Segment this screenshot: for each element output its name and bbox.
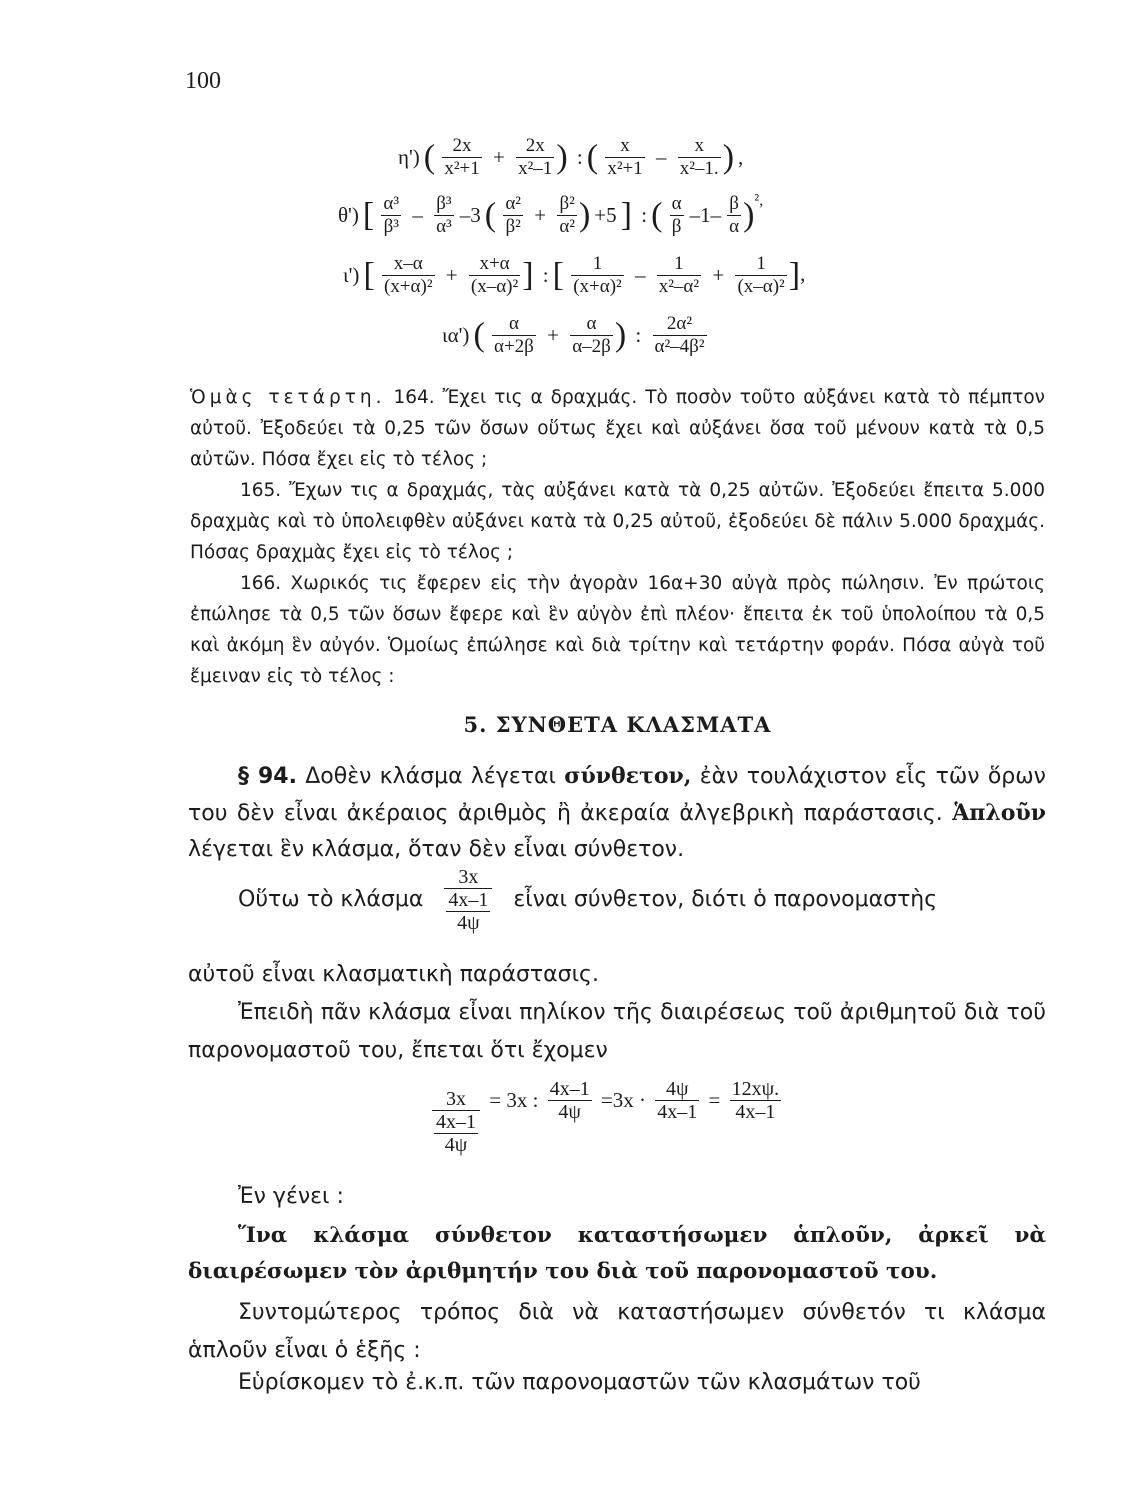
term-synthetic: σύνθετον,	[564, 763, 692, 789]
fraction: $\frac{x}{\text{x²–1.}}$	[679, 135, 719, 179]
exercise-label: η')	[398, 145, 420, 169]
definition-paragraph: § 94. Δοθὲν κλάσμα λέγεται σύνθετον, ἐὰν τουλάχιστον εἷς τῶν ὅρων του δὲν εἶναι ἀκέραιος ἀριθμὸς ἢ ἀκεραία ἀλγεβρικὴ παράστασις. Ἁπλοῦν λέγεται ἓν κλάσμα, ὅταν δὲν εἶναι σύνθετον.	[188, 763, 1046, 862]
exercise-ia: ια') ( $\frac{\alpha}{\alpha+2\beta}$ + $\frac{\alpha}{\alpha-2\beta}$ ) : $\frac{\text{2α²}}{\text{α²–4β²}}$	[442, 313, 705, 357]
example-line: Οὕτω τὸ κλάσμα $\frac{3x}{\frac{4x-1}{4\psi}}$ εἶναι σύνθετον, διότι ὁ παρονομαστὴς	[238, 866, 938, 934]
rule-statement: Ἵνα κλάσμα σύνθετον καταστήσωμεν ἁπλοῦν, ἀρκεῖ νὰ διαιρέσωμεν τὸν ἀριθμητήν του διὰ τοῦ παρονομαστοῦ του.	[188, 1223, 1046, 1284]
problem-group	[190, 382, 1045, 692]
fraction: $\frac{2x}{\text{x²+1}}$	[444, 135, 480, 179]
term-simple: Ἁπλοῦν	[952, 800, 1046, 826]
compound-fraction: $\frac{3x}{\frac{4x-1}{4\psi}}$	[444, 866, 492, 934]
problem-165: 165. Ἔχων τις α δραχμάς, τὰς αὐξάνει κατὰ τὰ 0,25 αὐτῶν. Ἐξοδεύει ἔπειτα 5.000 δραχμὰς καὶ τὸ ὑπολειφθὲν αὐξάνει κατὰ τὰ 0,25 αὐτοῦ, ἐξοδεύει δὲ πάλιν 5.000 δραχμάς. Πόσας δραχμὰς ἔχει εἰς τὸ τέλος ;	[190, 480, 1045, 563]
exercise-iota: ι') [ $\frac{x-\alpha}{\text{(x+α)²}}$ + $\frac{x+\alpha}{\text{(x–α)²}}$ ] : [ $\frac{1}{\text{(x+α)²}}$ – $\frac{1}{\text{x²–α²}}$ + $\frac{1}{\text{(x–α)²}}$ ],	[343, 253, 806, 297]
fraction: $\frac{x}{\text{x²+1}}$	[607, 135, 643, 179]
last-line: Εὑρίσκομεν τὸ ἐ.κ.π. τῶν παρονομαστῶν τῶν κλασμάτων τοῦ	[238, 1370, 921, 1395]
problem-164: Ὁμὰς τετάρτη. 164. Ἔχει τις α δραχμάς. Τὸ ποσὸν τοῦτο αὐξάνει κατὰ τὸ πέμπτον αὐτοῦ. Ἐξοδεύει τὰ 0,25 τῶν ὅσων οὕτως ἔχει καὶ αὐξάνει ὅσα τοῦ μένουν κατὰ τὰ 0,5 αὐτῶν. Πόσα ἔχει εἰς τὸ τέλος ;	[190, 387, 1045, 470]
section-heading: 5. ΣΥΝΘΕΤΑ ΚΛΑΣΜΑΤΑ	[463, 712, 772, 737]
example-continuation: αὐτοῦ εἶναι κλασματικὴ παράστασις.	[188, 962, 599, 987]
fraction: $\frac{2x}{\text{x²–1}}$	[518, 135, 553, 179]
equation-chain: $\frac{3x}{\frac{4x-1}{4\psi}}$ = 3x : $\frac{4x-1}{4\psi}$ =3x · $\frac{4\psi}{4x-1}$ = $\frac{12x\psi.}{4x-1}$	[432, 1088, 781, 1156]
section-mark: § 94.	[238, 764, 297, 789]
problem-166: 166. Χωρικός τις ἔφερεν εἰς τὴν ἀγορὰν 16α+30 αὐγὰ πρὸς πώλησιν. Ἐν πρώτοις ἐπώλησε τὰ 0,5 τῶν ὅσων ἔφερε καὶ ἓν αὐγὸν ἐπὶ πλέον· ἔπειτα ἐκ τοῦ ὑπολοίπου τὰ 0,5 καὶ ἀκόμη ἓν αὐγόν. Ὁμοίως ἐπώλησε καὶ διὰ τρίτην καὶ τετάρτην φοράν. Πόσα αὐγὰ τοῦ ἔμειναν εἰς τὸ τέλος :	[190, 573, 1045, 687]
compound-fraction: $\frac{3x}{\frac{4x-1}{4\psi}}$	[432, 1088, 480, 1156]
in-general-line: Ἐν γένει :	[238, 1184, 344, 1209]
group-title: Ὁμὰς τετάρτη.	[190, 387, 386, 408]
paren: (	[423, 138, 436, 176]
exercise-eta: η') ( $\frac{2x}{\text{x²+1}}$ + $\frac{2x}{\text{x²–1}}$ ) : ( $\frac{x}{\text{x²+1}}$ – $\frac{x}{\text{x²–1.}}$ ) ,	[398, 135, 744, 179]
since-paragraph: Ἐπειδὴ πᾶν κλάσμα εἶναι πηλίκον τῆς διαιρέσεως τοῦ ἀριθμητοῦ διὰ τοῦ παρονομαστοῦ του, ἔπεται ὅτι ἔχομεν	[188, 1000, 1046, 1063]
exercise-theta: θ') [ $\frac{\text{α³}}{\text{β³}}$ – $\frac{\text{β³}}{\text{α³}}$ –3 ( $\frac{\text{α²}}{\text{β²}}$ + $\frac{\text{β²}}{\text{α²}}$ ) +5 ] : ( $\frac{\alpha}{\beta}$ –1– $\frac{\beta}{\alpha}$ )$^{^2,}$	[338, 192, 764, 237]
shorter-method-paragraph: Συντομώτερος τρόπος διὰ νὰ καταστήσωμεν σύνθετόν τι κλάσμα ἁπλοῦν εἶναι ὁ ἑξῆς :	[188, 1300, 1046, 1363]
page-number: 100	[185, 68, 221, 94]
